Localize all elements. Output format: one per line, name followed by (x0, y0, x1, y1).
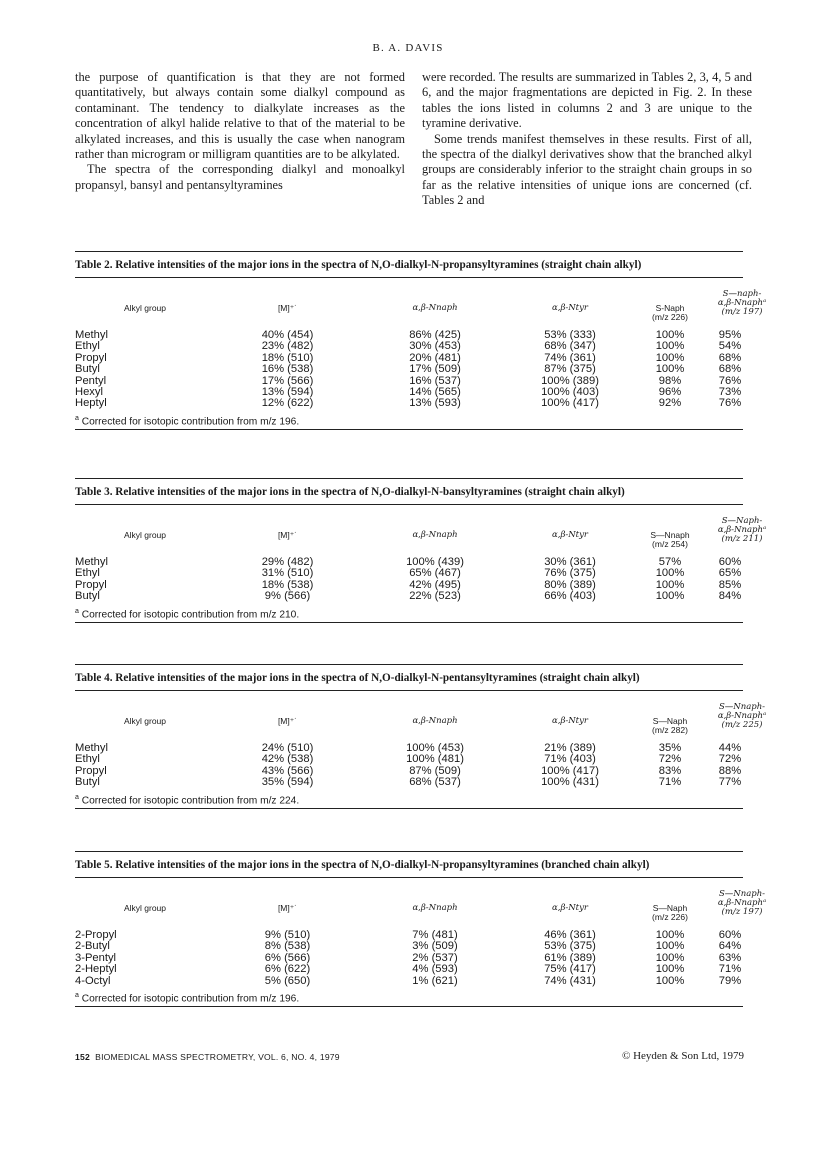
col-header-line: S—Naph (652, 716, 688, 726)
col-header: [M]⁺˙ (277, 530, 298, 540)
table-cell: 74% (431) (544, 974, 596, 987)
table-cell: 42% (538) (261, 753, 314, 766)
table-row (75, 953, 743, 964)
table-cell: 100% (655, 363, 685, 376)
table-cell: 46% (361) (544, 929, 596, 941)
table-cell: 6% (566) (264, 951, 311, 964)
table-body (75, 330, 743, 410)
table-row (75, 364, 743, 375)
table-cell: 42% (495) (409, 578, 461, 591)
table-cell: 73% (718, 385, 742, 398)
table-cell: 60% (718, 929, 742, 941)
table-cell: 74% (361) (544, 351, 596, 364)
col-header: Alkyl group (123, 716, 167, 726)
col-header-line: α,β-Nnaphᵃ (717, 525, 767, 535)
paragraph: the purpose of quantification is that they are not formed quantitatively, but always contain some dialkyl compound as contaminant. The tendency to dialkylate increases as the concentration of alkyl halide relative to that of the material to be alkylated increases, and this is usually the case when nanogram rather than microgram or milligram quantities are to be alkylated. (75, 70, 405, 162)
table-cell: 2-Butyl (75, 940, 110, 953)
table-cell: Ethyl (75, 567, 100, 580)
table-cell: 72% (718, 753, 742, 766)
table-cell: 17% (509) (409, 363, 461, 376)
table-5 (75, 851, 767, 1007)
journal-name: BIOMEDICAL MASS SPECTROMETRY, VOL. 6, NO. 4, 1979 (95, 1052, 340, 1062)
table-header (75, 505, 767, 557)
table-cell: 65% (467) (409, 567, 461, 580)
col-header-line: (m/z 254) (652, 539, 688, 549)
table-rule (75, 429, 743, 430)
table-cell: 75% (417) (544, 963, 596, 976)
table-cell: 24% (510) (261, 742, 314, 754)
table-cell: 35% (658, 742, 682, 754)
table-cell: 35% (594) (261, 776, 314, 789)
col-header-line: (m/z 197) (721, 907, 763, 917)
table-cell: 63% (718, 951, 742, 964)
table-cell: Butyl (75, 590, 100, 603)
col-header: [M]⁺˙ (277, 716, 298, 726)
table-cell: 2-Propyl (75, 929, 117, 941)
table-cell: Propyl (75, 764, 107, 777)
col-header: α,β-Nnaph (412, 716, 458, 726)
table-cell: 68% (718, 351, 742, 364)
table-cell: Butyl (75, 363, 100, 376)
table-body (75, 930, 743, 987)
col-header-line: (m/z 225) (721, 720, 763, 730)
table-cell: 79% (718, 974, 742, 987)
table-cell: 66% (403) (544, 590, 596, 603)
table-cell: Pentyl (75, 374, 107, 387)
col-header (687, 703, 797, 730)
table-cell: Methyl (75, 556, 108, 568)
paragraph: were recorded. The results are summarized in Tables 2, 3, 4, 5 and 6, and the major fragmentations are depicted in Fig. 2. In these tables the ions listed in columns 2 and 3 are unique to the tyramine derivative. (422, 70, 752, 131)
col-header: α,β-Nnaph (412, 530, 458, 540)
table-cell: 30% (453) (409, 340, 461, 353)
table-footnote: $^a$ Corrected for isotopic contribution from m/z 224. (75, 793, 300, 806)
table-cell: 80% (389) (544, 578, 596, 591)
table-cell: 100% (431) (541, 776, 599, 789)
col-header-line: α,β-Nnaphᵃ (717, 711, 767, 721)
table-cell: Methyl (75, 329, 108, 341)
col-header-line: α,β-Nnaphᵃ (717, 898, 767, 908)
col-header-line: S—Naph (652, 903, 688, 913)
table-row (75, 941, 743, 952)
table-rule (75, 808, 743, 809)
table-cell: 31% (510) (261, 567, 314, 580)
table-cell: 92% (658, 397, 682, 410)
footnote-text: Corrected for isotopic contribution from m/z 196. (81, 416, 300, 428)
table-cell: 100% (655, 329, 685, 341)
col-header (687, 517, 797, 544)
table-cell: 23% (482) (261, 340, 314, 353)
table-cell: 17% (566) (261, 374, 314, 387)
col-header-line: S—Nnaph- (718, 889, 766, 899)
table-row (75, 777, 743, 788)
table-cell: 100% (655, 578, 685, 591)
footer-copyright: © Heyden & Son Ltd, 1979 (621, 1050, 744, 1062)
table-body (75, 557, 743, 603)
table-footnote: $^a$ Corrected for isotopic contribution from m/z 196. (75, 414, 300, 428)
table-cell: 30% (361) (544, 556, 596, 568)
table-cell: 2-Heptyl (75, 963, 117, 976)
table-cell: 100% (389) (541, 374, 599, 387)
col-header-line: (m/z 282) (652, 725, 688, 735)
table-cell: 76% (718, 374, 742, 387)
table-cell: 13% (594) (261, 385, 314, 398)
table-cell: 3% (509) (412, 940, 458, 953)
table-3 (75, 478, 767, 623)
table-cell: 8% (538) (264, 940, 311, 953)
col-header: α,β-Ntyr (552, 303, 588, 313)
table-caption: Table 4. Relative intensities of the major ions in the spectra of N,O-dialkyl-N-pentansyltyramines (straight chain alkyl) (75, 672, 640, 684)
table-cell: 16% (538) (261, 363, 314, 376)
col-header: Alkyl group (123, 303, 167, 313)
table-cell: 60% (718, 556, 742, 568)
table-caption: Table 3. Relative intensities of the major ions in the spectra of N,O-dialkyl-N-bansyltyramines (straight chain alkyl) (75, 486, 625, 498)
footnote-text: Corrected for isotopic contribution from m/z 210. (81, 608, 300, 620)
table-cell: 100% (655, 974, 685, 987)
table-rule (75, 622, 743, 623)
table-2 (75, 251, 767, 430)
table-cell: Propyl (75, 578, 107, 591)
table-cell: 71% (658, 776, 682, 789)
table-cell: 1% (621) (412, 974, 458, 987)
col-header: α,β-Ntyr (552, 530, 588, 540)
table-cell: 65% (718, 567, 742, 580)
table-cell: 20% (481) (409, 351, 461, 364)
col-header: α,β-Nnaph (412, 303, 458, 313)
table-cell: 21% (389) (544, 742, 596, 754)
table-cell: 64% (718, 940, 742, 953)
table-cell: 53% (333) (544, 329, 596, 341)
table-row (75, 964, 743, 975)
table-cell: 2% (537) (412, 951, 458, 964)
table-cell: 96% (658, 385, 682, 398)
table-cell: 100% (655, 567, 685, 580)
table-cell: 18% (510) (261, 351, 314, 364)
footer-journal (75, 1052, 340, 1062)
col-header: α,β-Ntyr (552, 903, 588, 913)
table-cell: 3-Pentyl (75, 951, 117, 964)
table-cell: 14% (565) (409, 385, 461, 398)
table-cell: 100% (417) (541, 397, 599, 410)
table-cell: 95% (718, 329, 742, 341)
table-cell: 57% (658, 556, 682, 568)
table-cell: 53% (375) (544, 940, 596, 953)
table-header (75, 691, 767, 743)
col-header-line: S—naph- (722, 289, 762, 299)
table-cell: 100% (453) (406, 742, 464, 754)
table-cell: 44% (718, 742, 742, 754)
table-cell: 68% (347) (544, 340, 596, 353)
table-cell: Hexyl (75, 385, 103, 398)
table-cell: 6% (622) (264, 963, 311, 976)
table-cell: Heptyl (75, 397, 107, 410)
col-header-line: S-Naph (655, 303, 685, 313)
col-header: α,β-Nnaph (412, 903, 458, 913)
table-footnote: $^a$ Corrected for isotopic contribution from m/z 210. (75, 607, 300, 620)
table-cell: 100% (403) (541, 385, 599, 398)
table-body (75, 743, 743, 789)
table-cell: 88% (718, 764, 742, 777)
table-cell: 87% (375) (544, 363, 596, 376)
table-cell: 9% (510) (264, 929, 311, 941)
table-cell: 9% (566) (264, 590, 311, 603)
footnote-text: Corrected for isotopic contribution from m/z 196. (81, 993, 300, 1005)
table-cell: 12% (622) (261, 397, 314, 410)
table-cell: 16% (537) (409, 374, 461, 387)
table-cell: 5% (650) (264, 974, 311, 987)
col-header-line: (m/z 211) (721, 534, 763, 544)
table-4 (75, 664, 767, 809)
table-cell: 77% (718, 776, 742, 789)
right-column (422, 70, 752, 209)
col-header-line: S—Naph- (721, 516, 763, 526)
table-cell: 100% (655, 940, 685, 953)
table-cell: 86% (425) (409, 329, 461, 341)
table-cell: 100% (439) (406, 556, 464, 568)
col-header (687, 290, 797, 317)
table-cell: 76% (718, 397, 742, 410)
table-header (75, 878, 767, 930)
table-cell: 43% (566) (261, 764, 314, 777)
table-cell: 100% (417) (541, 764, 599, 777)
col-header: [M]⁺˙ (277, 903, 298, 913)
table-cell: 68% (718, 363, 742, 376)
table-cell: 100% (655, 340, 685, 353)
table-cell: 4-Octyl (75, 974, 111, 987)
table-cell: Ethyl (75, 340, 100, 353)
col-header: Alkyl group (123, 530, 167, 540)
table-cell: 98% (658, 374, 682, 387)
table-cell: 4% (593) (412, 963, 458, 976)
table-cell: 100% (655, 351, 685, 364)
table-cell: Methyl (75, 742, 108, 754)
table-cell: 100% (655, 929, 685, 941)
table-row (75, 398, 743, 409)
col-header-line: S—Nnaph (650, 530, 690, 540)
col-header: α,β-Ntyr (552, 716, 588, 726)
table-cell: 18% (538) (261, 578, 314, 591)
table-cell: 100% (655, 590, 685, 603)
table-cell: 61% (389) (544, 951, 596, 964)
table-cell: 72% (658, 753, 682, 766)
table-cell: 100% (655, 951, 685, 964)
col-header-line: α,β-Nnaphᵃ (717, 298, 767, 308)
table-cell: 85% (718, 578, 742, 591)
col-header-line: (m/z 197) (721, 307, 763, 317)
running-head: B. A. DAVIS (372, 42, 444, 54)
table-row (75, 976, 743, 987)
table-row (75, 591, 743, 602)
table-cell: 84% (718, 590, 742, 603)
table-cell: 13% (593) (409, 397, 461, 410)
table-caption: Table 5. Relative intensities of the major ions in the spectra of N,O-dialkyl-N-propansyltyramines (branched chain alkyl) (75, 859, 650, 871)
table-header (75, 278, 767, 330)
table-cell: 7% (481) (412, 929, 458, 941)
table-cell: 83% (658, 764, 682, 777)
table-row (75, 930, 743, 941)
paragraph: Some trends manifest themselves in these results. First of all, the spectra of the dialkyl derivatives show that the branched alkyl groups are considerably inferior to the straight chain groups in so far as the relative intensities of unique ions are concerned (cf. Tables 2 and (422, 131, 752, 208)
table-cell: 76% (375) (544, 567, 596, 580)
table-cell: 29% (482) (261, 556, 314, 568)
col-header-line: (m/z 226) (652, 912, 688, 922)
table-cell: 100% (481) (406, 753, 464, 766)
table-rule (75, 1006, 743, 1007)
page-number: 152 (75, 1052, 90, 1062)
col-header: Alkyl group (123, 903, 167, 913)
table-cell: 87% (509) (409, 764, 461, 777)
table-cell: 22% (523) (409, 590, 461, 603)
table-cell: Butyl (75, 776, 100, 789)
table-cell: 68% (537) (409, 776, 461, 789)
footnote-text: Corrected for isotopic contribution from m/z 224. (81, 794, 300, 806)
table-cell: 100% (655, 963, 685, 976)
table-cell: 71% (718, 963, 742, 976)
table-footnote: $^a$ Corrected for isotopic contribution from m/z 196. (75, 991, 300, 1005)
col-header-line: (m/z 226) (652, 312, 688, 322)
col-header (687, 890, 797, 917)
table-cell: 54% (718, 340, 742, 353)
col-header: [M]⁺˙ (277, 303, 298, 313)
table-cell: Propyl (75, 351, 107, 364)
table-cell: 40% (454) (261, 329, 314, 341)
col-header-line: S—Nnaph- (718, 702, 766, 712)
table-caption: Table 2. Relative intensities of the major ions in the spectra of N,O-dialkyl-N-propansyltyramines (straight chain alkyl) (75, 259, 642, 271)
table-cell: Ethyl (75, 753, 100, 766)
table-cell: 71% (403) (544, 753, 596, 766)
paragraph: The spectra of the corresponding dialkyl and monoalkyl propansyl, bansyl and pentansyltyramines (75, 162, 405, 192)
left-column (75, 70, 405, 193)
